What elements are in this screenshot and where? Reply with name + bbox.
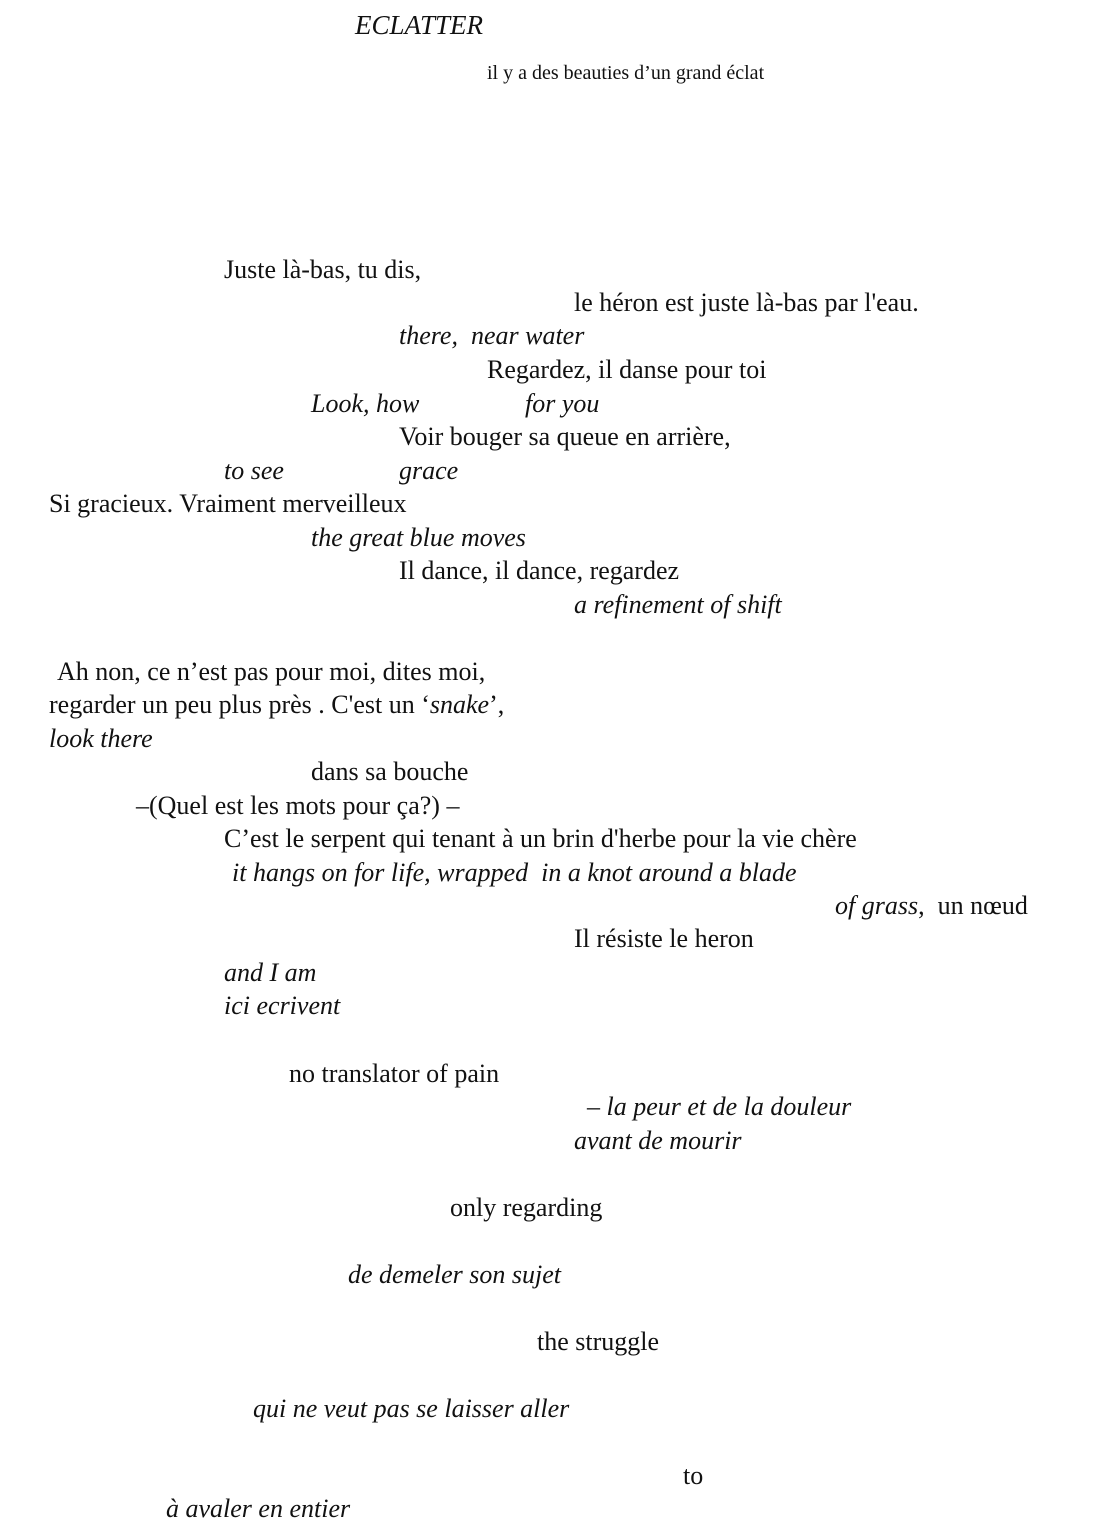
poem-line: the struggle — [537, 1327, 660, 1356]
poem-line: C’est le serpent qui tenant à un brin d'herbe pour la vie chère — [224, 824, 857, 853]
epigraph: il y a des beauties d’un grand éclat — [487, 62, 765, 84]
poem-line: only regarding — [450, 1193, 603, 1222]
poem-line: to see — [224, 456, 284, 485]
poem-line: Regardez, il danse pour toi — [487, 355, 767, 384]
poem-line: a refinement of shift — [574, 590, 782, 619]
poem-line: Juste là-bas, tu dis, — [224, 255, 422, 284]
poem-line: for you — [525, 389, 600, 418]
poem-line: there, near water — [399, 321, 585, 350]
poem-line: ici ecrivent — [224, 991, 341, 1020]
poem-line: –(Quel est les mots pour ça?) – — [136, 791, 460, 820]
poem-line-part: of grass — [835, 891, 919, 920]
poem-line: de demeler son sujet — [348, 1260, 562, 1289]
poem-line: Il dance, il dance, regardez — [399, 556, 680, 585]
poem-line: Il résiste le heron — [574, 924, 754, 953]
poem-line: Ah non, ce n’est pas pour moi, dites moi, — [57, 657, 486, 686]
poem-line-part: ’, — [489, 690, 505, 719]
poem-line-part: snake — [429, 690, 490, 719]
poem-line: le héron est juste là-bas par l'eau. — [574, 288, 919, 317]
poem-line: à avaler en entier — [166, 1494, 351, 1523]
poem-line: qui ne veut pas se laisser aller — [253, 1394, 570, 1423]
poem-line-part: , un nœud — [918, 891, 1028, 920]
poem-line — [835, 891, 1028, 921]
poem-line: and I am — [224, 958, 317, 987]
poem-line: grace — [399, 456, 459, 485]
poem-line: Voir bouger sa queue en arrière, — [399, 422, 731, 451]
poem-line: – la peur et de la douleur — [587, 1092, 852, 1121]
poem-line: to — [683, 1461, 704, 1490]
poem-title: ECLATTER — [355, 10, 484, 40]
poem-line: avant de mourir — [574, 1126, 742, 1155]
poem-line: no translator of pain — [289, 1059, 500, 1088]
poem-line: the great blue moves — [311, 523, 526, 552]
poem-line: Si gracieux. Vraiment merveilleux — [49, 489, 407, 518]
poem-line: it hangs on for life, wrapped in a knot around a blade — [232, 858, 797, 887]
poem-line: Look, how — [311, 389, 420, 418]
poem-line: dans sa bouche — [311, 757, 469, 786]
poem-line — [49, 690, 504, 720]
poem-line-part: regarder un peu plus près . C'est un ‘ — [49, 690, 430, 719]
poem-line: look there — [49, 724, 153, 753]
